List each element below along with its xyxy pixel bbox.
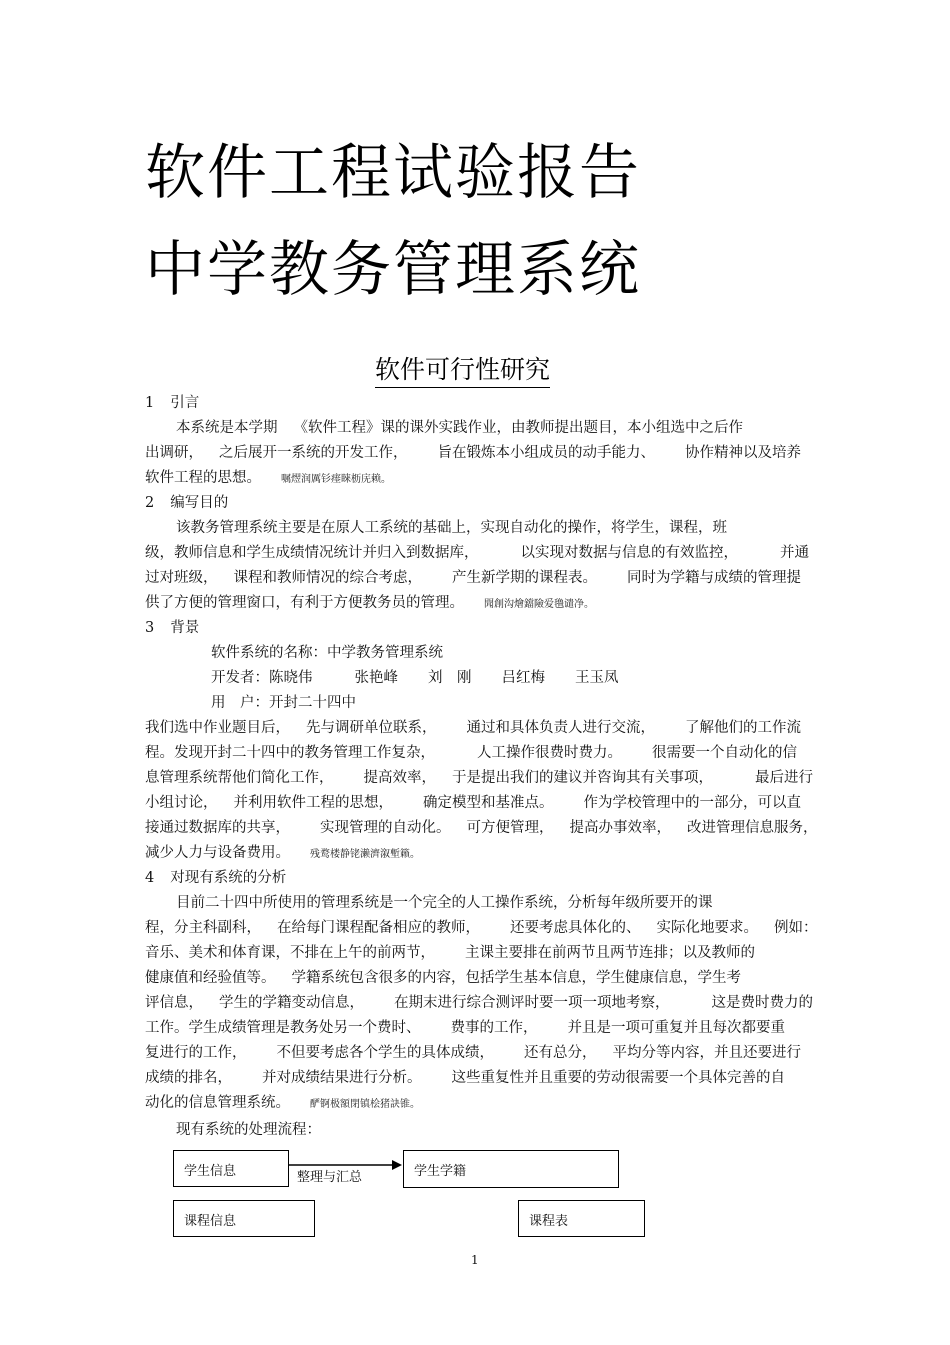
paragraph-line: 程。发现开封二十四中的教务管理工作复杂， 人工操作很费时费力。 很需要一个自动化的信 (145, 745, 797, 761)
flow-arrow-label: 整理与汇总 (296, 1166, 363, 1185)
section-4-heading (145, 868, 286, 888)
flow-box-course-info: 课程信息 (173, 1200, 315, 1237)
paragraph-line: 程，分主科副科， 在给每门课程配备相应的教师， 还要考虑具体化的、 实际化地要求。 例如： (145, 920, 818, 936)
paragraph-line: 动化的信息管理系统。 酽锕极額閉镇桧猪訣锥。 (145, 1095, 420, 1111)
paragraph-line: 我们选中作业题目后， 先与调研单位联系， 通过和具体负责人进行交流， 了解他们的工作流 (145, 720, 801, 736)
paragraph-line: 减少人力与设备费用。 残鹜楼静铑濑濟溆塹籟。 (145, 845, 420, 861)
paragraph-line: 成绩的排名， 并对成绩结果进行分析。 这些重复性并且重要的劳动很需要一个具体完善的自 (145, 1070, 785, 1086)
paragraph-line: 供了方便的管理窗口，有利于方便教务员的管理。 聞創沟燴鐺險爱氇谴净。 (145, 595, 594, 611)
paragraph-line: 健康值和经验值等。 学籍系统包含很多的内容，包括学生基本信息，学生健康信息，学生考 (145, 970, 741, 986)
section-title: 背景 (170, 620, 200, 636)
section-2-heading (145, 493, 228, 513)
paragraph-line: 目前二十四中所使用的管理系统是一个完全的人工操作系统，分析每年级所要开的课 (176, 895, 713, 911)
section-number: 3 (145, 620, 155, 636)
paragraph-line: 小组讨论， 并利用软件工程的思想， 确定模型和基准点。 作为学校管理中的一部分，可以直 (145, 795, 801, 811)
flow-label: 现有系统的处理流程： (176, 1122, 321, 1138)
flow-box-student-info: 学生信息 (173, 1150, 289, 1187)
paragraph-line: 软件工程的思想。 嘱熤润厲钐瘗睞枥庑赖。 (145, 470, 391, 486)
footnote-text: 残鹜楼静铑濑濟溆塹籟。 (310, 849, 420, 860)
paragraph-line: 接通过数据库的共享， 实现管理的自动化。 可方便管理， 提高办事效率， 改进管理信息服务， (145, 820, 818, 836)
section-number: 2 (145, 495, 155, 511)
paragraph-line: 级，教师信息和学生成绩情况统计并归入到数据库， 以实现对数据与信息的有效监控， 并通 (145, 545, 809, 561)
section-1-heading (145, 393, 199, 413)
arrow-head (392, 1160, 402, 1170)
paragraph-line: 音乐、美术和体育课，不排在上午的前两节， 主课主要排在前两节且两节连排；以及教师的 (145, 945, 755, 961)
section-number: 1 (145, 395, 155, 411)
paragraph-line: 该教务管理系统主要是在原人工系统的基础上，实现自动化的操作，将学生，课程，班 (176, 520, 727, 536)
section-title: 编写目的 (170, 495, 229, 511)
footnote-text: 酽锕极額閉镇桧猪訣锥。 (310, 1099, 420, 1110)
paragraph-line: 息管理系统帮他们简化工作， 提高效率， 于是提出我们的建议并咨询其有关事项， 最后进行 (145, 770, 813, 786)
footnote-text: 聞創沟燴鐺險爱氇谴净。 (484, 599, 594, 610)
section-subtitle: 软件可行性研究 (375, 350, 550, 388)
software-name-line: 软件系统的名称：中学教务管理系统 (211, 645, 443, 661)
section-3-heading (145, 618, 199, 638)
footnote-text: 嘱熤润厲钐瘗睞枥庑赖。 (281, 474, 391, 485)
page-number: 1 (471, 1253, 479, 1267)
developers-line: 开发者：陈晓伟 张艳峰 刘 刚 吕红梅 王玉凤 (211, 670, 619, 686)
paragraph-line: 评信息， 学生的学籍变动信息， 在期末进行综合测评时要一项一项地考察， 这是费时费力的 (145, 995, 813, 1011)
section-number: 4 (145, 870, 155, 886)
section-title: 引言 (170, 395, 200, 411)
section-title: 对现有系统的分析 (170, 870, 287, 886)
system-title: 中学教务管理系统 (145, 235, 641, 305)
paragraph-line: 出调研， 之后展开一系统的开发工作， 旨在锻炼本小组成员的动手能力、 协作精神以及培养 (145, 445, 801, 461)
paragraph-line: 工作。学生成绩管理是教务处另一个费时、 费事的工作， 并且是一项可重复并且每次都要重 (145, 1020, 785, 1036)
flow-box-timetable: 课程表 (518, 1200, 645, 1237)
paragraph-line: 过对班级， 课程和教师情况的综合考虑， 产生新学期的课程表。 同时为学籍与成绩的管理提 (145, 570, 801, 586)
report-title: 软件工程试验报告 (145, 138, 641, 208)
user-line: 用 户：开封二十四中 (211, 695, 356, 711)
flow-box-student-status: 学生学籍 (403, 1150, 619, 1188)
paragraph-line: 本系统是本学期 《软件工程》课的课外实践作业，由教师提出题目，本小组选中之后作 (176, 420, 743, 436)
paragraph-line: 复进行的工作， 不但要考虑各个学生的具体成绩， 还有总分， 平均分等内容，并且还要进行 (145, 1045, 801, 1061)
